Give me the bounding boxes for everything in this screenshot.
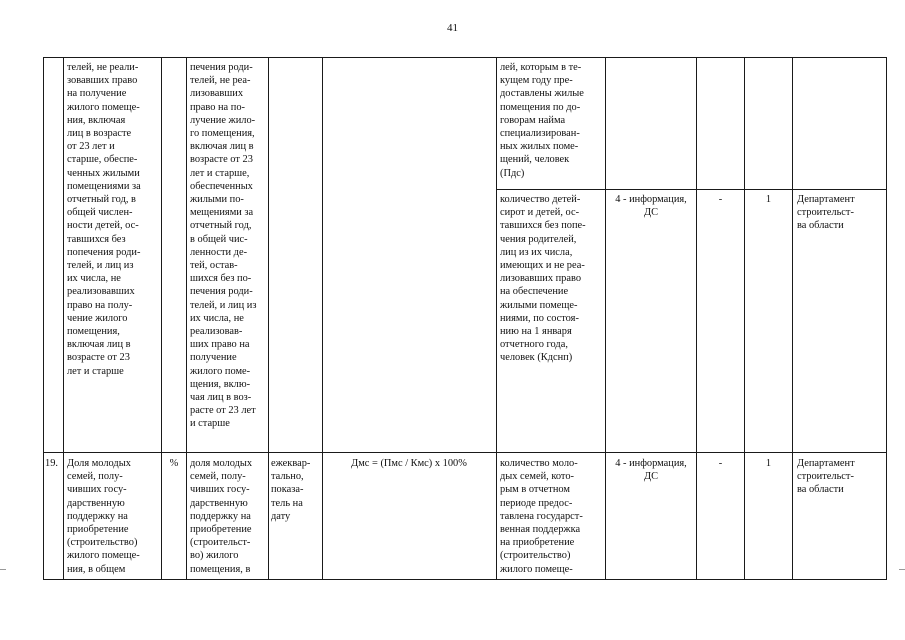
table-top-border — [43, 57, 887, 58]
table-bottom-border — [43, 579, 887, 580]
column-border — [268, 57, 269, 580]
data-source: 4 - информация, ДС — [615, 458, 687, 483]
column-border — [496, 57, 497, 580]
periodicity: ежеквар- тально, показа- тель на дату — [271, 458, 311, 522]
data-source: 4 - информация, ДС — [615, 194, 687, 219]
responsible-department: Департамент строительст- ва области — [797, 194, 855, 232]
column-border — [696, 57, 697, 580]
collection-method: - — [718, 458, 723, 469]
column-border — [186, 57, 187, 580]
sub-row-divider — [496, 189, 887, 190]
column-border — [161, 57, 162, 580]
column-border — [322, 57, 323, 580]
column-border — [63, 57, 64, 580]
row-divider — [43, 452, 887, 453]
page-number: 41 — [447, 22, 458, 34]
column-border — [605, 57, 606, 580]
indicator-definition: доля молодых семей, полу- чивших госу- дарственную поддержку на приобретение (строительст- во) жилого помещения, в — [190, 458, 253, 575]
indicator-definition: печения роди- телей, не реа- лизовавших право на по- лучение жило- го помещения, включая лиц в возрасте от 23 лет и старше, обеспеченных жилыми по- мещениями за отчетный год, в общей чис- ленности де- тей, остав- шихся без по- печения роди- телей, и лиц из их числа, не реализовав- ших право на получение жилого поме- щения, вклю- чая лиц в воз- расте от 23 лет и старше — [190, 62, 257, 430]
collection-method: - — [718, 194, 723, 205]
column-border — [744, 57, 745, 580]
column-border — [792, 57, 793, 580]
formula: Дмс = (Пмс / Кмс) x 100% — [351, 458, 467, 469]
indicator-name: телей, не реали- зовавших право на получение жилого помеще- ния, включая лиц в возрасте от 23 лет и старше, обеспе- ченных жилыми помещениями за отчетный год, в общей числен- ности детей, ос- тавшихся без попечения роди- телей, и лиц из их числа, не реализовавших право на полу- чение жилого помещения, включая лиц в возрасте от 23 лет и старше — [67, 62, 141, 377]
responsible-department: Департамент строительст- ва области — [797, 458, 855, 496]
indicator-name: Доля молодых семей, полу- чивших госу- дарственную поддержку на приобретение (строительство) жилого помеще- ния, в общем — [67, 458, 140, 575]
observation-unit: 1 — [765, 458, 772, 469]
column-border — [43, 57, 44, 580]
column-border — [886, 57, 887, 580]
observation-unit: 1 — [765, 194, 772, 205]
scan-edge-mark — [0, 569, 6, 570]
base-indicator-description: количество детей- сирот и детей, ос- тавшихся без попе- чения родителей, лиц из их числа, имеющих и не реа- лизовавших право на обеспечение жилыми помеще- ниями, по состоя- нию на 1 января отчетного года, человек (Кдснп) — [500, 194, 586, 364]
base-indicator-description: количество моло- дых семей, кото- рым в отчетном периоде предос- тавлена государст- венная поддержка на приобретение (строительство) жилого помеще- — [500, 458, 583, 575]
row-number: 19. — [45, 458, 58, 469]
scan-edge-mark — [899, 569, 905, 570]
unit-of-measure: % — [169, 458, 179, 469]
base-indicator-description: лей, которым в те- кущем году пре- доставлены жилые помещения по до- говорам найма специализирован- ных жилых поме- щений, человек (Пдс) — [500, 62, 584, 179]
